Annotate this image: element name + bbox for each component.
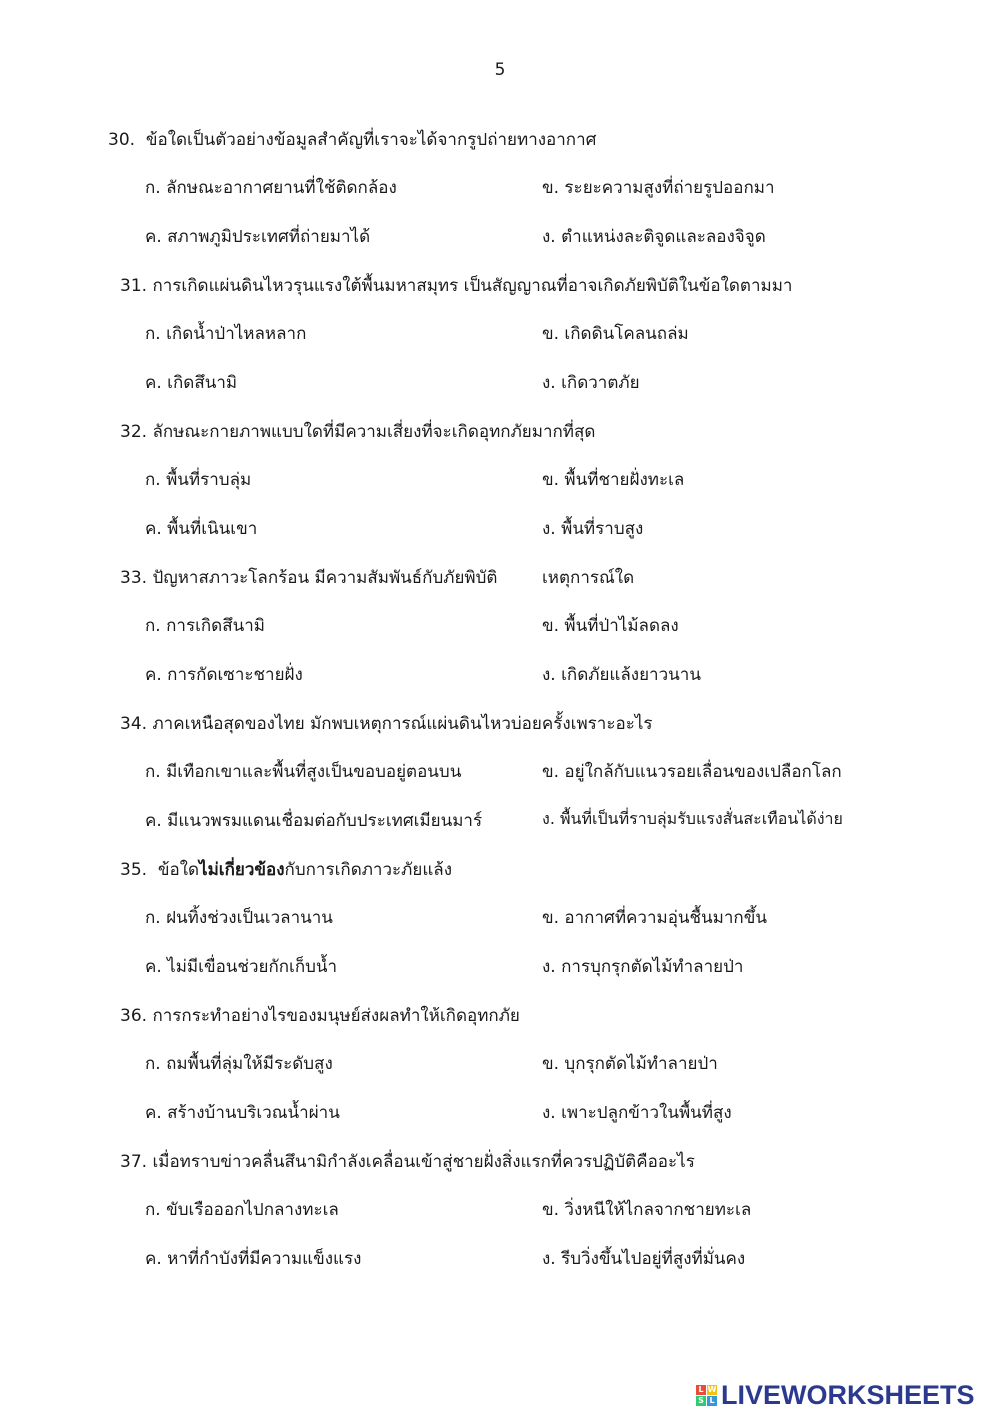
question-32-option-d[interactable]: ง. พื้นที่ราบสูง — [542, 519, 644, 539]
question-36-option-c[interactable]: ค. สร้างบ้านบริเวณน้ำผ่าน — [145, 1103, 340, 1123]
question-text: การกระทำอย่างไรของมนุษย์ส่งผลทำให้เกิดอุทกภัย — [152, 1006, 520, 1026]
question-37-stem — [120, 1148, 695, 1175]
question-32-option-c[interactable]: ค. พื้นที่เนินเขา — [145, 519, 258, 539]
question-31-stem — [120, 272, 792, 299]
question-text: ข้อใดเป็นตัวอย่างข้อมูลสำคัญที่เราจะได้จากรูปถ่ายทางอากาศ — [145, 130, 597, 150]
question-36-option-d[interactable]: ง. เพาะปลูกข้าวในพื้นที่สูง — [542, 1103, 732, 1123]
question-number: 35. — [120, 860, 148, 880]
page-number: 5 — [494, 60, 506, 80]
question-text: ภาคเหนือสุดของไทย มักพบเหตุการณ์แผ่นดินไหวบ่อยครั้งเพราะอะไร — [152, 714, 653, 734]
logo-square: L — [707, 1396, 717, 1406]
question-33-option-a[interactable]: ก. การเกิดสึนามิ — [145, 616, 265, 636]
question-36-stem — [120, 1002, 520, 1029]
liveworksheets-logo[interactable] — [696, 1380, 975, 1411]
question-text: ข้อใด — [157, 860, 200, 880]
question-30-option-a[interactable]: ก. ลักษณะอากาศยานที่ใช้ติดกล้อง — [145, 178, 397, 198]
question-32-option-b[interactable]: ข. พื้นที่ชายฝั่งทะเล — [542, 470, 685, 490]
question-text: การเกิดแผ่นดินไหวรุนแรงใต้พื้นมหาสมุทร เป็นสัญญาณที่อาจเกิดภัยพิบัติในข้อใดตามมา — [152, 276, 793, 296]
question-37-option-d[interactable]: ง. รีบวิ่งขึ้นไปอยู่ที่สูงที่มั่นคง — [542, 1249, 746, 1269]
question-31-option-c[interactable]: ค. เกิดสึนามิ — [145, 373, 238, 393]
logo-square: S — [696, 1396, 706, 1406]
question-37-option-a[interactable]: ก. ขับเรือออกไปกลางทะเล — [145, 1200, 339, 1220]
question-35-option-a[interactable]: ก. ฝนทิ้งช่วงเป็นเวลานาน — [145, 908, 333, 928]
question-37-option-b[interactable]: ข. วิ่งหนีให้ไกลจากชายทะเล — [542, 1200, 752, 1220]
question-34-option-a[interactable]: ก. มีเทือกเขาและพื้นที่สูงเป็นขอบอยู่ตอนบน — [145, 762, 462, 782]
question-31-option-a[interactable]: ก. เกิดน้ำป่าไหลหลาก — [145, 324, 307, 344]
question-35-option-d[interactable]: ง. การบุกรุกตัดไม้ทำลายป่า — [542, 957, 744, 977]
brand-name: LIVEWORKSHEETS — [721, 1380, 975, 1410]
question-31-option-d[interactable]: ง. เกิดวาตภัย — [542, 373, 640, 393]
question-35-option-b[interactable]: ข. อากาศที่ความอุ่นชื้นมากขึ้น — [542, 908, 767, 928]
question-30-stem — [108, 126, 596, 153]
question-30-option-d[interactable]: ง. ตำแหน่งละติจูดและลองจิจูด — [542, 227, 766, 247]
logo-square: W — [707, 1385, 717, 1394]
question-34-option-d[interactable]: ง. พื้นที่เป็นที่ราบลุ่มรับแรงสั่นสะเทือนได้ง่าย — [542, 809, 843, 828]
question-number: 30. — [108, 130, 136, 150]
question-text: ลักษณะกายภาพแบบใดที่มีความเสี่ยงที่จะเกิดอุทกภัยมากที่สุด — [152, 422, 596, 442]
question-30-option-c[interactable]: ค. สภาพภูมิประเทศที่ถ่ายมาได้ — [145, 227, 371, 247]
question-number: 31. — [120, 276, 148, 296]
question-text-emphasis: ไม่เกี่ยวข้อง — [199, 860, 285, 880]
question-30-option-b[interactable]: ข. ระยะความสูงที่ถ่ายรูปออกมา — [542, 178, 775, 198]
question-33-stem-tail: เหตุการณ์ใด — [542, 568, 635, 588]
question-33-option-c[interactable]: ค. การกัดเซาะชายฝั่ง — [145, 665, 303, 685]
question-34-option-c[interactable]: ค. มีแนวพรมแดนเชื่อมต่อกับประเทศเมียนมาร์ — [145, 811, 483, 831]
question-31-option-b[interactable]: ข. เกิดดินโคลนถล่ม — [542, 324, 689, 344]
question-33-option-b[interactable]: ข. พื้นที่ป่าไม้ลดลง — [542, 616, 679, 636]
question-text: เมื่อทราบข่าวคลื่นสึนามิกำลังเคลื่อนเข้าสู่ชายฝั่งสิ่งแรกที่ควรปฏิบัติคืออะไร — [152, 1152, 695, 1172]
question-35-stem — [120, 856, 452, 883]
question-text-tail: กับการเกิดภาวะภัยแล้ง — [284, 860, 452, 880]
question-text: ปัญหาสภาวะโลกร้อน มีความสัมพันธ์กับภัยพิบัติ — [152, 568, 498, 588]
question-34-option-b[interactable]: ข. อยู่ใกล้กับแนวรอยเลื่อนของเปลือกโลก — [542, 762, 842, 782]
question-number: 32. — [120, 422, 148, 442]
question-number: 34. — [120, 714, 148, 734]
logo-square: L — [696, 1385, 706, 1395]
question-36-option-b[interactable]: ข. บุกรุกตัดไม้ทำลายป่า — [542, 1054, 718, 1074]
question-35-option-c[interactable]: ค. ไม่มีเขื่อนช่วยกักเก็บน้ำ — [145, 957, 338, 977]
question-number: 33. — [120, 568, 148, 588]
question-33-option-d[interactable]: ง. เกิดภัยแล้งยาวนาน — [542, 665, 701, 685]
question-34-stem — [120, 710, 653, 737]
logo-squares-icon — [696, 1385, 717, 1406]
question-37-option-c[interactable]: ค. หาที่กำบังที่มีความแข็งแรง — [145, 1249, 362, 1269]
question-number: 37. — [120, 1152, 148, 1172]
question-32-option-a[interactable]: ก. พื้นที่ราบลุ่ม — [145, 470, 252, 490]
question-36-option-a[interactable]: ก. ถมพื้นที่ลุ่มให้มีระดับสูง — [145, 1054, 333, 1074]
question-32-stem — [120, 418, 595, 445]
question-number: 36. — [120, 1006, 148, 1026]
question-33-stem — [120, 564, 497, 591]
